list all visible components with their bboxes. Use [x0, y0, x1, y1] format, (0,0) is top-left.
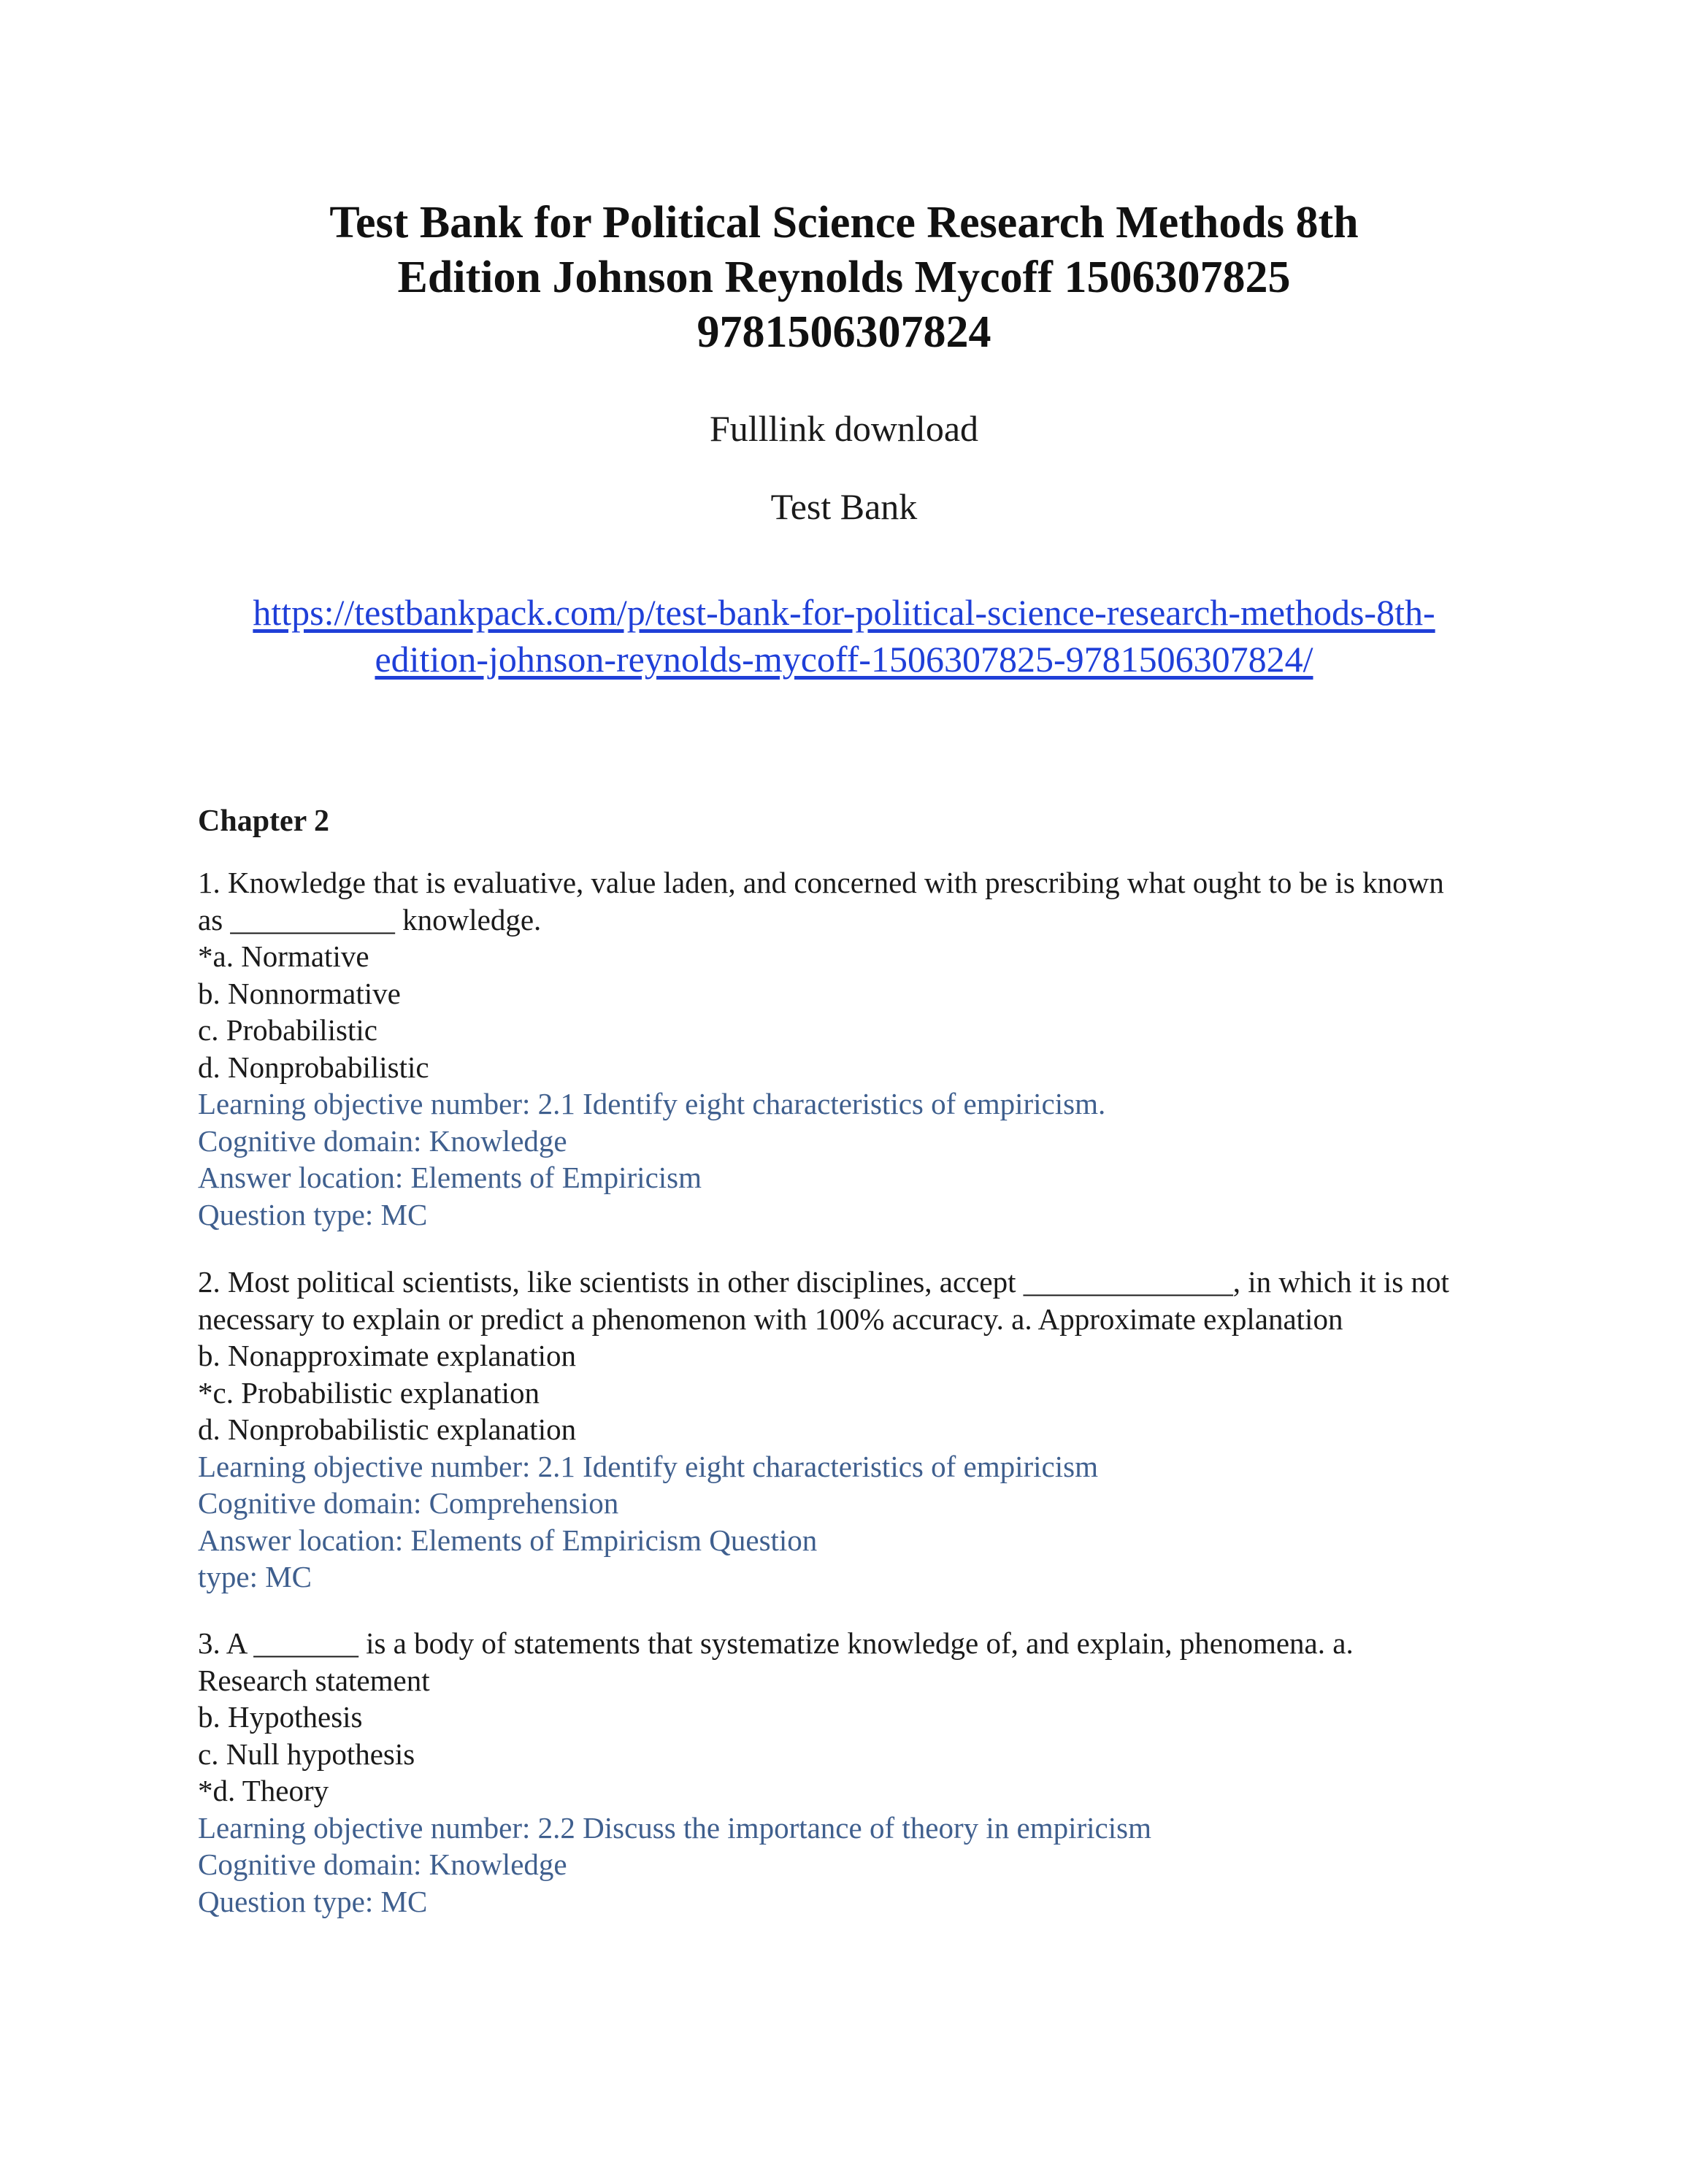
question-text: 3. A _______ is a body of statements that systematize knowledge of, and explain, phenomena. a.: [198, 1626, 1354, 1660]
document-title: [219, 196, 1469, 360]
answer-location: Answer location: Elements of Empiricism: [198, 1161, 702, 1194]
answer-option: b. Nonnormative: [198, 976, 401, 1010]
question-type: type: MC: [198, 1560, 312, 1593]
answer-option: c. Probabilistic: [198, 1013, 377, 1047]
download-link[interactable]: [183, 589, 1505, 682]
answer-option: b. Nonapproximate explanation: [198, 1339, 577, 1372]
question-text: 2. Most political scientists, like scientists in other disciplines, accept ______________, in which it is not: [198, 1265, 1449, 1299]
chapter-heading: Chapter 2: [198, 804, 330, 838]
question-text: necessary to explain or predict a phenomenon with 100% accuracy. a. Approximate explanation: [198, 1301, 1343, 1336]
question-text: 1. Knowledge that is evaluative, value laden, and concerned with prescribing what ought to be is known: [198, 866, 1444, 899]
answer-option-correct: *c. Probabilistic explanation: [198, 1375, 540, 1410]
answer-option-correct: *d. Theory: [198, 1774, 329, 1807]
cognitive-domain: Cognitive domain: Knowledge: [198, 1847, 567, 1881]
title-line: Edition Johnson Reynolds Mycoff 1506307825: [397, 253, 1291, 302]
cognitive-domain: Cognitive domain: Comprehension: [198, 1486, 619, 1520]
cognitive-domain: Cognitive domain: Knowledge: [198, 1123, 567, 1158]
subtitle-test-bank: Test Bank: [770, 486, 918, 527]
answer-option-correct: *a. Normative: [198, 939, 369, 973]
learning-objective: Learning objective number: 2.2 Discuss the importance of theory in empiricism: [198, 1810, 1151, 1845]
answer-option: b. Hypothesis: [198, 1700, 363, 1734]
question-1: [198, 864, 1483, 1233]
link-line[interactable]: https://testbankpack.com/p/test-bank-for-political-science-research-methods-8th-: [253, 592, 1435, 633]
answer-option: d. Nonprobabilistic: [198, 1050, 429, 1084]
answer-option: c. Null hypothesis: [198, 1737, 415, 1771]
question-3: [198, 1625, 1483, 1920]
subtitle-download: Fulllink download: [709, 408, 979, 449]
question-text: Research statement: [198, 1663, 430, 1697]
question-text: as ___________ knowledge.: [198, 902, 542, 937]
learning-objective: Learning objective number: 2.1 Identify eight characteristics of empiricism: [198, 1449, 1098, 1483]
answer-location: Answer location: Elements of Empiricism Question: [198, 1523, 818, 1557]
title-line: 9781506307824: [697, 307, 991, 357]
learning-objective: Learning objective number: 2.1 Identify eight characteristics of empiricism.: [198, 1087, 1106, 1120]
question-2: [198, 1264, 1483, 1596]
question-type: Question type: MC: [198, 1197, 428, 1231]
link-line[interactable]: edition-johnson-reynolds-mycoff-1506307825-9781506307824/: [375, 639, 1313, 680]
question-type: Question type: MC: [198, 1884, 428, 1918]
answer-option: d. Nonprobabilistic explanation: [198, 1412, 577, 1446]
title-line: Test Bank for Political Science Research Methods 8th: [329, 198, 1359, 247]
